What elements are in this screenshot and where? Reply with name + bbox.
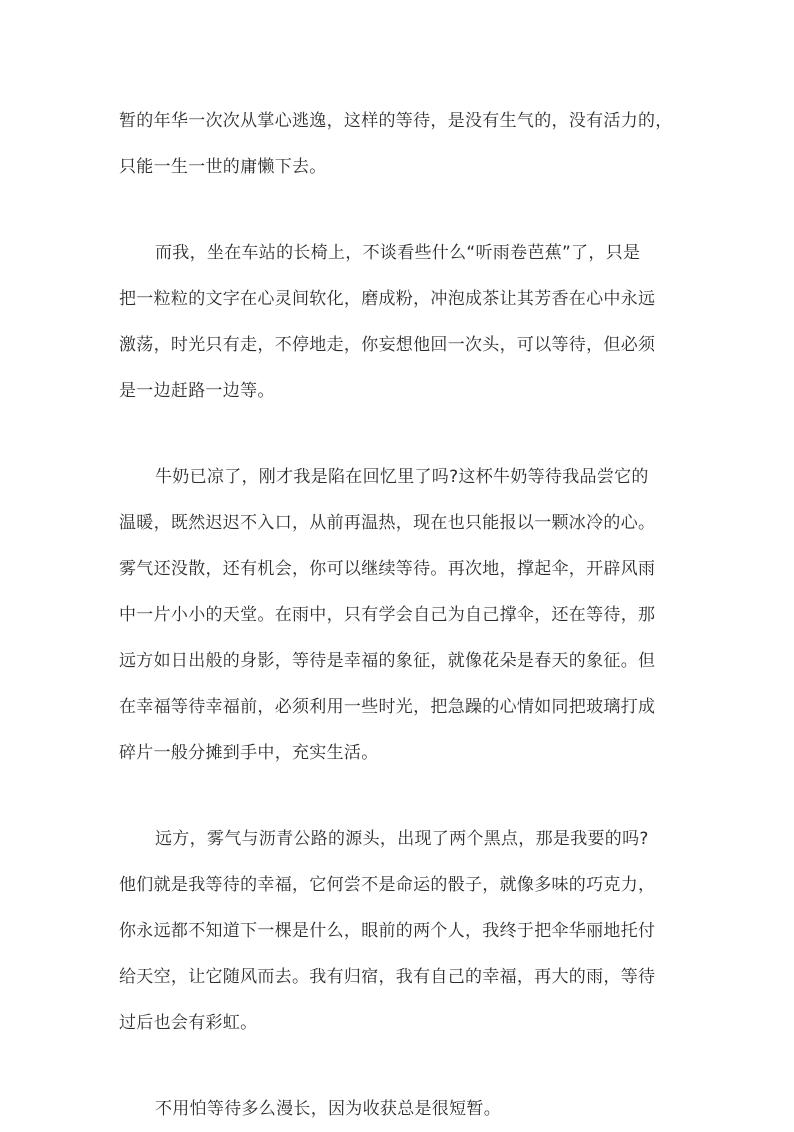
paragraph-line: 把一粒粒的文字在心灵间软化，磨成粉，冲泡成茶让其芳香在心中永远	[119, 289, 656, 309]
paragraph-line: 激荡，时光只有走，不停地走，你妄想他回一次头，可以等待，但必须	[119, 335, 656, 355]
paragraph-gap	[119, 776, 679, 816]
paragraph-line: 不用怕等待多么漫长，因为收获总是很短暂。	[155, 1099, 501, 1119]
document-body	[119, 98, 679, 1132]
paragraph-line: 远方，雾气与沥青公路的源头，出现了两个黑点，那是我要的吗?	[155, 829, 649, 849]
paragraph-gap	[119, 190, 679, 230]
paragraph-line: 远方如日出般的身影，等待是幸福的象征，就像花朵是春天的象征。但	[119, 651, 656, 671]
paragraph-4	[119, 816, 679, 1046]
paragraph-gap	[119, 414, 679, 454]
paragraph-line: 过后也会有彩虹。	[119, 1013, 258, 1033]
paragraph-1	[119, 98, 679, 190]
paragraph-line: 只能一生一世的庸懒下去。	[119, 157, 327, 177]
paragraph-line: 在幸福等待幸福前，必须利用一些时光，把急躁的心情如同把玻璃打成	[119, 697, 656, 717]
paragraph-2	[119, 230, 679, 414]
paragraph-line: 牛奶已凉了，刚才我是陷在回忆里了吗?这杯牛奶等待我品尝它的	[155, 467, 649, 487]
paragraph-line: 而我，坐在车站的长椅上，不谈看些什么“听雨卷芭蕉”了，只是	[155, 243, 641, 263]
paragraph-5	[119, 1086, 679, 1132]
paragraph-line: 雾气还没散，还有机会，你可以继续等待。再次地，撑起伞，开辟风雨	[119, 559, 656, 579]
paragraph-gap	[119, 1046, 679, 1086]
paragraph-line: 你永远都不知道下一棵是什么，眼前的两个人，我终于把伞华丽地托付	[119, 921, 656, 941]
paragraph-line: 暂的年华一次次从掌心逃逸，这样的等待，是没有生气的，没有活力的，	[119, 111, 673, 131]
paragraph-line: 温暖，既然迟迟不入口，从前再温热，现在也只能报以一颗冰冷的心。	[119, 513, 656, 533]
paragraph-line: 是一边赶路一边等。	[119, 381, 275, 401]
paragraph-line: 碎片一般分摊到手中，充实生活。	[119, 743, 379, 763]
paragraph-line: 中一片小小的天堂。在雨中，只有学会自己为自己撑伞，还在等待，那	[119, 605, 656, 625]
paragraph-line: 他们就是我等待的幸福，它何尝不是命运的骰子，就像多味的巧克力，	[119, 875, 656, 895]
paragraph-line: 给天空，让它随风而去。我有归宿，我有自己的幸福，再大的雨，等待	[119, 967, 656, 987]
paragraph-3	[119, 454, 679, 776]
